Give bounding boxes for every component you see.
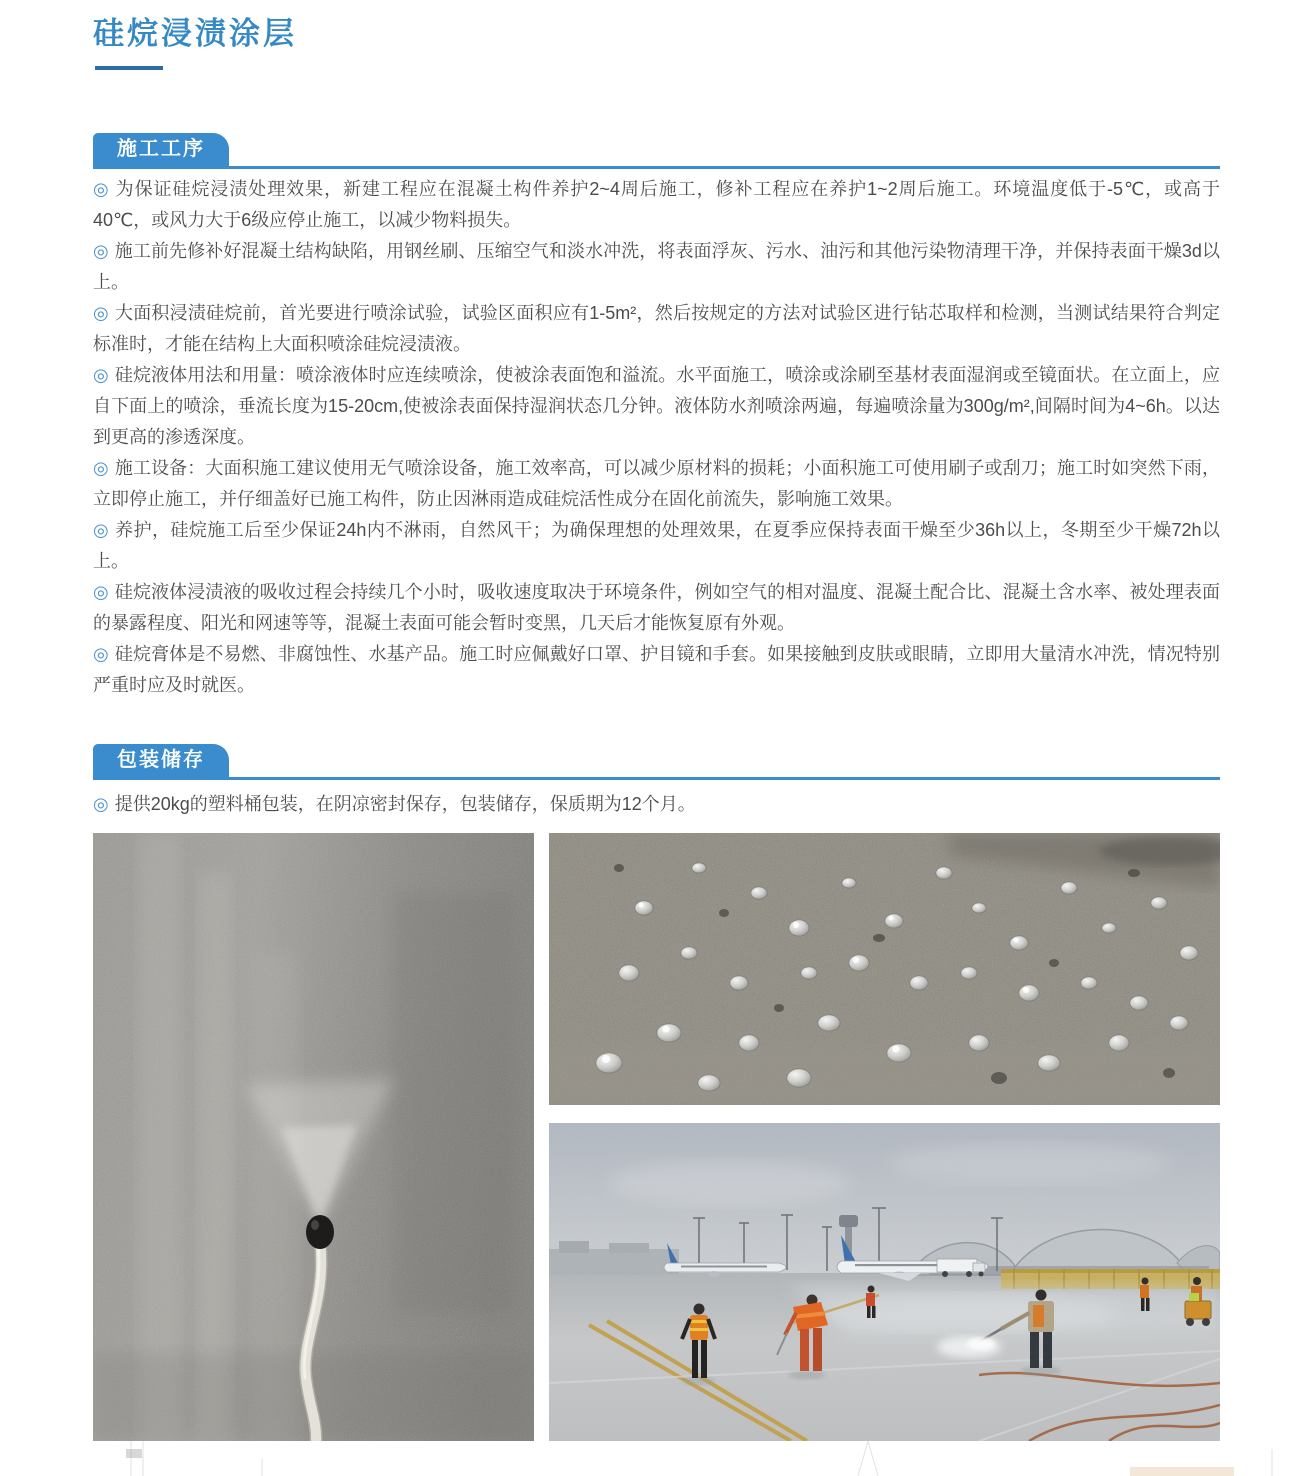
bullet-icon: ◎ <box>93 644 109 664</box>
section-header-storage: 包装储存 <box>93 744 229 777</box>
section-divider <box>93 166 1220 169</box>
bullet-text: 硅烷膏体是不易燃、非腐蚀性、水基产品。施工时应佩戴好口罩、护目镜和手套。如果接触到皮肤或眼睛，立即用大量清水冲洗，情况特别严重时应及时就医。 <box>93 644 1220 695</box>
bullet-item <box>93 360 1220 453</box>
bullet-item <box>93 577 1220 639</box>
bullet-icon: ◎ <box>93 179 110 199</box>
bullet-item <box>93 174 1220 236</box>
photo-wall-spray <box>93 833 534 1441</box>
bullet-text: 施工前先修补好混凝土结构缺陷，用钢丝刷、压缩空气和淡水冲洗，将表面浮灰、污水、油污和其他污染物清理干净，并保持表面干燥3d以上。 <box>93 241 1220 292</box>
bullet-item <box>93 453 1220 515</box>
wall-spray-illustration <box>93 833 534 1441</box>
bullet-icon: ◎ <box>93 241 109 261</box>
bullet-text: 为保证硅烷浸渍处理效果，新建工程应在混凝土构件养护2~4周后施工，修补工程应在养护1~2周后施工。环境温度低于-5℃，或高于40℃，或风力大于6级应停止施工，以减少物料损失。 <box>93 179 1220 230</box>
page-bottom-ghosts <box>0 1441 1290 1476</box>
bullet-icon: ◎ <box>93 794 109 814</box>
bullet-icon: ◎ <box>93 582 109 602</box>
storage-text-block <box>93 789 1220 820</box>
bullet-item <box>93 515 1220 577</box>
bullet-icon: ◎ <box>93 365 109 385</box>
page-title: 硅烷浸渍涂层 <box>93 16 297 51</box>
bullet-icon: ◎ <box>93 303 109 323</box>
section-header-construction: 施工工序 <box>93 133 229 166</box>
bullet-item <box>93 298 1220 360</box>
bullet-item <box>93 789 1220 820</box>
bullet-item <box>93 236 1220 298</box>
spray-nozzle <box>306 1215 334 1249</box>
bullet-text: 施工设备：大面积施工建议使用无气喷涂设备，施工效率高，可以减少原材料的损耗；小面积施工可使用刷子或刮刀；施工时如突然下雨，立即停止施工，并仔细盖好已施工构件，防止因淋雨造成硅烷活性成分在固化前流失，影响施工效果。 <box>93 458 1220 509</box>
construction-text-block <box>93 174 1220 701</box>
bullet-icon: ◎ <box>93 520 110 540</box>
bullet-text: 提供20kg的塑料桶包装，在阴凉密封保存，包装储存，保质期为12个月。 <box>114 794 696 814</box>
airport-illustration <box>549 1123 1220 1441</box>
bullet-text: 养护，硅烷施工后至少保证24h内不淋雨，自然风干；为确保理想的处理效果，在夏季应保持表面干燥至少36h以上，冬期至少干燥72h以上。 <box>93 520 1220 571</box>
bullet-item <box>93 639 1220 701</box>
droplets-illustration <box>549 833 1220 1105</box>
bullet-text: 硅烷液体用法和用量：喷涂液体时应连续喷涂，使被涂表面饱和溢流。水平面施工，喷涂或涂刷至基材表面湿润或至镜面状。在立面上，应自下面上的喷涂，垂流长度为15-20cm,使被涂表面保持湿润状态几分钟。液体防水剂喷涂两遍，每遍喷涂量为300g/m²,间隔时间为4~6h。以达到更高的渗透深度。 <box>93 365 1220 447</box>
photo-airport-spraying <box>549 1123 1220 1441</box>
bullet-icon: ◎ <box>93 458 109 478</box>
section-divider <box>93 777 1220 780</box>
title-underline <box>95 66 163 70</box>
photo-water-droplets <box>549 833 1220 1105</box>
bullet-text: 硅烷液体浸渍液的吸收过程会持续几个小时，吸收速度取决于环境条件，例如空气的相对温度、混凝土配合比、混凝土含水率、被处理表面的暴露程度、阳光和网速等等，混凝土表面可能会暂时变黑，几天后才能恢复原有外观。 <box>93 582 1220 633</box>
bullet-text: 大面积浸渍硅烷前，首光要进行喷涂试验，试验区面积应有1-5m²，然后按规定的方法对试验区进行钻芯取样和检测，当测试结果符合判定标准时，才能在结构上大面积喷涂硅烷浸渍液。 <box>93 303 1220 354</box>
